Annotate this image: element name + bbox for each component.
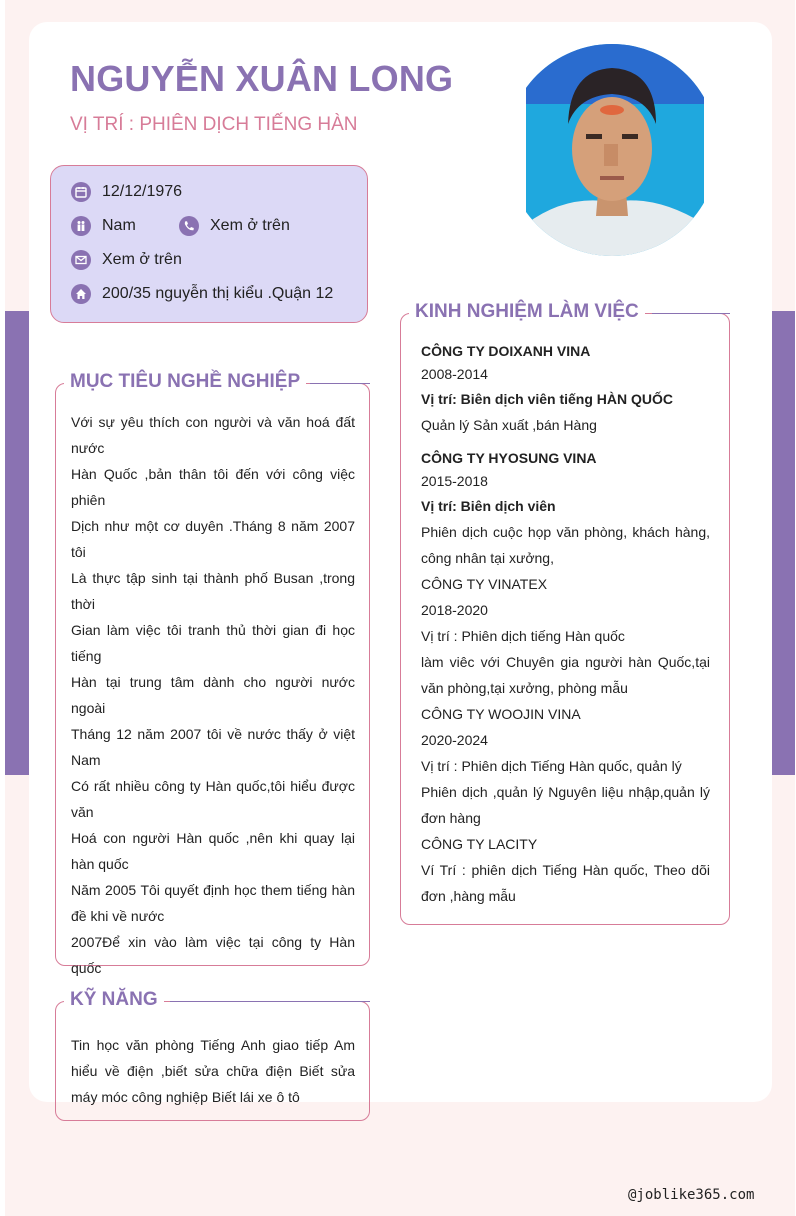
job-company: CÔNG TY VINATEX [421,576,548,592]
profile-photo [506,44,718,256]
phone-value: Xem ở trên [210,217,290,234]
address-row [71,284,333,304]
job-position: Vị trí : Phiên dịch Tiếng Hàn quốc, quản lý [421,758,682,774]
job-position: Ví Trí : phiên dịch Tiếng Hàn quốc, Theo dõi đơn ,hàng mẫu [421,862,710,904]
job-company: CÔNG TY LACITY [421,836,538,852]
job-description: Phiên dịch ,quản lý Nguyên liệu nhập,quản lý đơn hàng [421,784,710,826]
objective-line: Hàn tại trung tâm dành cho người nước ngoài [71,674,355,716]
objective-line: Tháng 12 năm 2007 tôi về nước thấy ở việt Nam [71,726,355,768]
email-value: Xem ở trên [102,251,182,268]
objective-title-line [310,383,370,384]
address-value: 200/35 nguyễn thị kiểu .Quận 12 [102,285,334,302]
skills-paragraph: Tin học văn phòng Tiếng Anh giao tiếp Am hiểu về điện ,biết sửa chữa điện Biết sửa máy móc công nghiệp Biết lái xe ô tô [71,1037,355,1105]
job-period: 2015-2018 [421,473,488,489]
job-company: CÔNG TY DOIXANH VINA [421,343,591,359]
experience-section [400,313,730,925]
experience-title: KINH NGHIỆM LÀM VIỆC [409,301,645,323]
job-company: CÔNG TY HYOSUNG VINA [421,450,597,466]
job-period: 2018-2020 [421,602,488,618]
objective-line: Gian làm việc tôi tranh thủ thời gian đi học tiếng [71,622,355,664]
skills-title: KỸ NĂNG [64,989,164,1011]
contact-info-box [50,165,368,323]
gender-row [71,216,136,236]
job-description: Quản lý Sản xuất ,bán Hàng [421,417,597,433]
objective-section [55,383,370,976]
experience-title-line [652,313,730,314]
phone-row [179,216,290,236]
objective-line: Có rất nhiều công ty Hàn quốc,tôi hiểu được văn [71,778,355,820]
calendar-icon [71,182,91,202]
job-company: CÔNG TY WOOJIN VINA [421,706,581,722]
experience-list [421,340,710,909]
objective-line: Với sự yêu thích con người và văn hoá đất nước [71,414,355,456]
job-period: 2008-2014 [421,366,488,382]
objective-line: Dịch như một cơ duyên .Tháng 8 năm 2007 tôi [71,518,355,560]
gender-icon [71,216,91,236]
birthdate-row [71,182,182,202]
candidate-name: NGUYỄN XUÂN LONG [70,58,454,99]
candidate-role: VỊ TRÍ : PHIÊN DỊCH TIẾNG HÀN [70,114,358,135]
home-icon [71,284,91,304]
objective-line: Là thực tập sinh tại thành phố Busan ,trong thời [71,570,355,612]
skills-title-line [170,1001,370,1002]
objective-text [71,409,355,981]
gender-value: Nam [102,217,136,234]
objective-title: MỤC TIÊU NGHỀ NGHIỆP [64,371,306,393]
job-position: Vị trí: Biên dịch viên tiếng HÀN QUỐC [421,391,674,407]
birthdate-value: 12/12/1976 [102,183,183,200]
job-position: Vị trí : Phiên dịch tiếng Hàn quốc [421,628,625,644]
job-description: Phiên dịch cuộc họp văn phòng, khách hàng, công nhân tại xưởng, [421,524,710,566]
job-position: Vị trí: Biên dịch viên [421,498,556,514]
skills-section [55,1001,370,1121]
objective-line: Năm 2005 Tôi quyết định học them tiếng hàn đề khi về nước [71,882,355,924]
job-description: làm viêc với Chuyên gia người hàn Quốc,tại văn phòng,tại xưởng, phòng mẫu [421,654,710,696]
right-accent-band [772,311,795,775]
job-period: 2020-2024 [421,732,488,748]
objective-line: Hoá con người Hàn quốc ,nên khi quay lại hàn quốc [71,830,355,872]
objective-line: Hàn Quốc ,bản thân tôi đến với công việc phiên [71,466,355,508]
phone-icon [179,216,199,236]
left-accent-band [5,311,29,775]
mail-icon [71,250,91,270]
watermark: @joblike365.com [628,1187,755,1203]
email-row [71,250,182,270]
objective-line: 2007Để xin vào làm việc tại công ty Hàn quốc [71,934,355,976]
skills-text [71,1032,355,1110]
